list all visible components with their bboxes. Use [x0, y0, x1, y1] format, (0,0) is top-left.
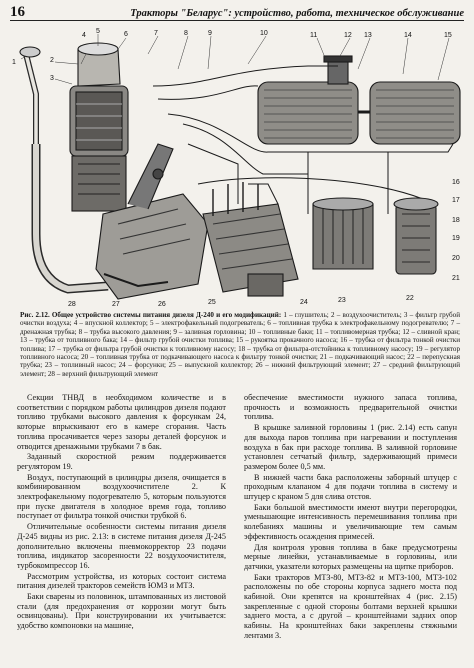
callout-label: 12 — [344, 32, 352, 39]
callout-label: 17 — [452, 197, 460, 204]
paragraph: Баки тракторов МТЗ-80, МТЗ-82 и МТЗ-100, МТЗ-102 расположены по обе стороны корпуса заднего моста под кабиной. Они крепятся на кронштейнах 4 (рис. 2.15) закрепленные с одной стороны болтами верхней крышки заднего моста, а с другой – кронштейнами задних опор кабины. На кронштейнах баки закреплены стяжными лентами 3. — [244, 572, 457, 640]
paragraph: Воздух, поступающий в цилиндры дизеля, очищается в комбинированном воздухоочистителе 2. К электрофакельному подогревателю 5, которым пользуются при пуске двигателя в холодное время года, топливо поступает от фильтра тонкой очистки трубкой 6. — [17, 472, 226, 521]
paragraph: Секции ТНВД в необходимом количестве и в соответствии с порядком работы цилиндров дизеля подают топливо трубками высокого давления к форсункам 24, которые впрыскивают его в камере сгорания. Часть топлива просачивается через зазоры деталей форсунок и отводится дренажными трубками 7 в бак. — [17, 393, 226, 451]
callout-label: 21 — [452, 275, 460, 282]
paragraph: Отличительные особенности системы питания дизеля Д-245 видны из рис. 2.13: в системе питания дизеля Д-245 дополнительно включены пневмокорректор 23 подачи топлива, индикатор засоренности 22 воздухоочистителя, турбокомпрессор 16. — [17, 522, 226, 570]
callout-label: 3 — [50, 75, 54, 82]
left-column — [17, 393, 226, 631]
air-cleaner — [70, 43, 128, 211]
callout-label: 19 — [452, 235, 460, 242]
callout-label: 25 — [208, 299, 216, 306]
callout-label: 13 — [364, 32, 372, 39]
figure-caption-label: Рис. 2.12. Общее устройство системы питания дизеля Д-240 и его модификаций: — [20, 311, 282, 319]
callout-label: 20 — [452, 255, 460, 262]
paragraph: Для контроля уровня топлива в баке предусмотрены мерные линейки, устанавливаемые в горловины, или датчики, указатели которых размещены на щитке приборов. — [244, 542, 457, 571]
fine-filter — [313, 198, 373, 269]
callout-label: 26 — [158, 301, 166, 308]
paragraph: Заданный скоростной режим поддерживается регулятором 19. — [17, 452, 226, 471]
callout-label: 18 — [452, 217, 460, 224]
callout-label: 4 — [82, 32, 86, 39]
paragraph: обеспечение вместимости нужного запаса топлива, прочность и возможность предварительной очистки топлива. — [244, 393, 457, 422]
callout-label: 10 — [260, 30, 268, 37]
fuel-system-diagram — [8, 24, 466, 309]
paragraph: В крышке заливной горловины 1 (рис. 2.14) есть сапун для выхода паров топлива при нагревании и поступления воздуха в бак при расходе топлива. В заливной горловине установлен сетчатый фильтр, задерживающий примеси размером более 0,5 мм. — [244, 423, 457, 471]
fuel-tanks — [258, 56, 460, 144]
callout-label: 24 — [300, 299, 308, 306]
callout-label: 15 — [444, 32, 452, 39]
callout-label: 28 — [68, 301, 76, 308]
callout-label: 6 — [124, 31, 128, 38]
coarse-filter — [394, 198, 438, 274]
paragraph: Рассмотрим устройства, из которых состоит система питания дизелей тракторов семейств ЮМЗ и МТЗ. — [17, 571, 226, 591]
callout-label: 16 — [452, 179, 460, 186]
callout-label: 14 — [404, 32, 412, 39]
callout-label: 8 — [184, 30, 188, 37]
callout-label: 7 — [154, 30, 158, 37]
paragraph: Баки сварены из половинок, штампованных из листовой стали (для предохранения от коррозии могут быть освинцованы). При конструировании их учитывается: удобство компоновки на машине, — [17, 592, 226, 631]
callout-label: 23 — [338, 297, 346, 304]
paragraph: В нижней части бака расположены заборный штуцер с проходным клапаном 4 для подачи топлива в систему и штуцер с краном 5 для слива отстоя. — [244, 472, 457, 502]
callout-label: 1 — [12, 59, 16, 66]
callout-label: 22 — [406, 295, 414, 302]
callout-label: 9 — [208, 30, 212, 37]
page-header — [10, 3, 464, 21]
page-number: 16 — [10, 4, 25, 20]
callout-label: 5 — [96, 28, 100, 35]
figure-caption — [20, 311, 460, 378]
paragraph: Баки большой вместимости имеют внутри перегородки, уменьшающие интенсивность перемешивания топлива при колебаниях машины и увеличивающие тем самым эффективность осаждения примесей. — [244, 502, 457, 541]
running-title: Тракторы "Беларус": устройство, работа, техническое обслуживание — [130, 8, 464, 19]
callout-label: 11 — [310, 32, 318, 39]
injection-pump — [203, 182, 298, 296]
figure-caption-text: 1 – глушитель; 2 – воздухоочиститель; 3 – фильтр грубой очистки воздуха; 4 – впускной коллектор; 5 – электрофакельный подогреватель; 6 – топливная трубка к электрофакельному подогревателю; 7 – дренажная трубка; 8 – трубка высокого давления; 9 – заливная горловина; 10 – топливные баки; 11 – топливомерная трубка; 12 – сливной кран; 13 – трубка от топливного бака; 14 – фильтр грубой очистки топлива; 15 – рукоятка прокачного насоса; 16 – трубка от фильтра тонкой очистки топлива; 17 – трубка от фильтра грубой очистки к топливному насосу; 18 – трубка от фильтра-отстойника к топливному насосу; 19 – регулятор топливного насоса; 20 – топливная трубка от подкачивающего насоса к фильтру тонкой очистки; 21 – подкачивающий насос; 22 – перепускная трубка; 23 – топливный насос; 24 – форсунки; 25 – выпускной коллектор; 26 – нижний фильтрующий элемент; 27 – средний фильтрующий элемент; 28 – верхний фильтрующий элемент — [20, 311, 460, 378]
right-column — [244, 393, 457, 641]
callout-label: 27 — [112, 301, 120, 308]
callout-label: 2 — [50, 57, 54, 64]
